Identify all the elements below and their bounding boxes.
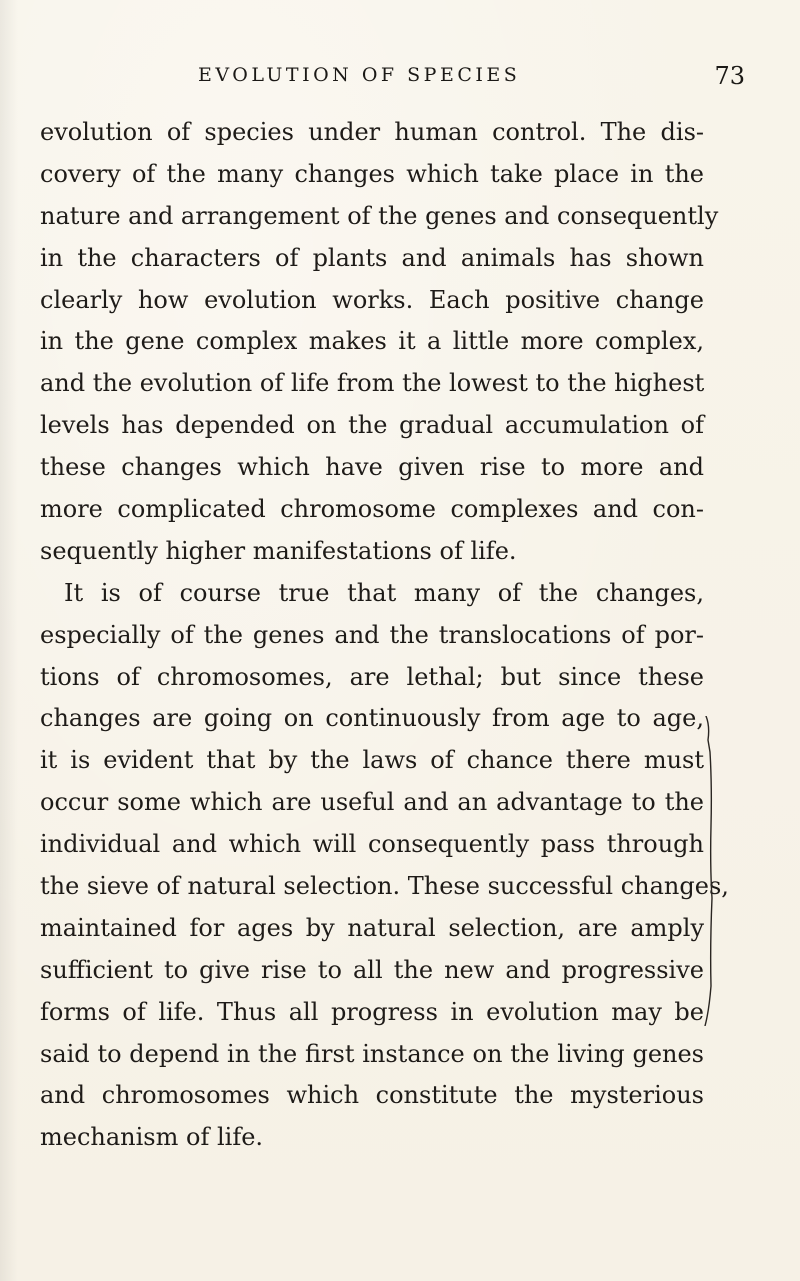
paragraph-end-line: mechanism of life. (40, 1123, 264, 1152)
text-line: more complicated chromosome complexes and con- (40, 495, 704, 524)
page-number: 73 (714, 62, 745, 90)
text-line: clearly how evolution works. Each positive change (40, 285, 704, 314)
text-line: the sieve of natural selection. These successful changes, (40, 872, 729, 901)
text-line: occur some which are useful and an advantage to the (40, 788, 704, 817)
paragraph-start-line: It is of course true that many of the changes, (64, 578, 704, 607)
text-line: said to depend in the first instance on the living genes (40, 1039, 704, 1068)
text-line: tions of chromosomes, are lethal; but since these (40, 662, 704, 691)
text-line: changes are going on continuously from age to age, (40, 704, 704, 733)
page-header (128, 64, 745, 104)
text-line: evolution of species under human control. The dis- (40, 118, 704, 146)
text-line: levels has depended on the gradual accumulation of (40, 411, 704, 440)
text-line: especially of the genes and the translocations of por- (40, 620, 704, 649)
text-line: maintained for ages by natural selection, are amply (40, 913, 704, 942)
text-line: sufficient to give rise to all the new and progressive (40, 955, 704, 984)
text-line: forms of life. Thus all progress in evolution may be (40, 997, 704, 1026)
text-line: and chromosomes which constitute the mysterious (40, 1081, 704, 1110)
text-line: covery of the many changes which take place in the (40, 159, 704, 188)
text-line: and the evolution of life from the lowest to the highest (40, 369, 705, 398)
text-line: in the characters of plants and animals has shown (40, 243, 704, 272)
text-line: nature and arrangement of the genes and consequently (40, 201, 719, 230)
page-gutter-shadow (0, 0, 18, 1281)
text-line: in the gene complex makes it a little more complex, (40, 327, 704, 356)
margin-pencil-mark (702, 716, 718, 1026)
paragraph-end-line: sequently higher manifestations of life. (40, 536, 517, 565)
running-title: EVOLUTION OF SPECIES (198, 64, 521, 86)
body-text (40, 112, 729, 1159)
text-line: individual and which will consequently pass through (40, 830, 704, 859)
text-line: these changes which have given rise to more and (40, 453, 704, 482)
text-line: it is evident that by the laws of chance there must (40, 746, 704, 775)
